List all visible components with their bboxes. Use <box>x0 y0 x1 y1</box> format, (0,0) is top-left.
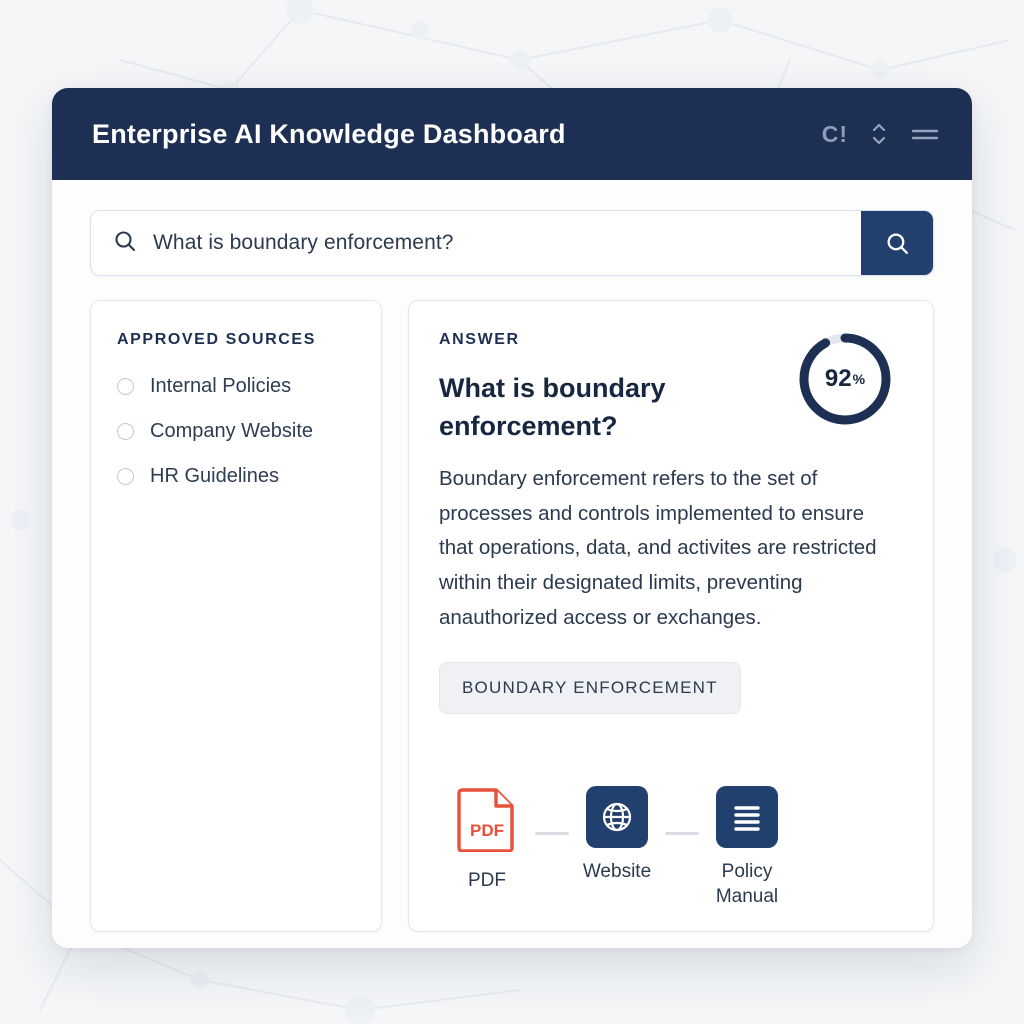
main-content <box>90 300 934 932</box>
sort-updown-icon[interactable] <box>870 121 888 147</box>
source-item-label: HR Guidelines <box>150 465 279 487</box>
confidence-gauge <box>793 327 897 431</box>
approved-sources-list <box>117 375 355 488</box>
pdf-file-icon <box>456 786 518 857</box>
source-item-label: Company Website <box>150 420 314 442</box>
search-submit-button[interactable] <box>861 211 933 275</box>
connector-line <box>665 832 699 835</box>
svg-text:PDF: PDF <box>470 821 504 841</box>
answer-heading: ANSWER <box>439 331 520 348</box>
confidence-value <box>793 327 897 431</box>
approved-sources-heading: APPROVED SOURCES <box>117 331 316 348</box>
source-item-company-website[interactable] <box>117 420 355 443</box>
source-icon-website[interactable] <box>569 786 665 884</box>
answer-topic-chip[interactable]: BOUNDARY ENFORCEMENT <box>439 662 741 714</box>
source-item-internal-policies[interactable] <box>117 375 355 398</box>
confidence-number: 92 <box>824 365 852 392</box>
answer-question: What is boundary enforcement? <box>439 373 666 442</box>
source-icon-row <box>439 786 795 909</box>
approved-sources-panel <box>90 300 382 932</box>
search-input-value: What is boundary enforcement? <box>153 231 454 254</box>
radio-icon[interactable] <box>117 423 134 440</box>
answer-panel <box>408 300 934 932</box>
titlebar-actions <box>822 121 940 148</box>
connector-line <box>535 832 569 835</box>
search-icon <box>885 231 910 256</box>
page-title: Enterprise AI Knowledge Dashboard <box>92 118 566 149</box>
c-badge-icon[interactable]: C! <box>821 120 848 147</box>
source-item-hr-guidelines[interactable] <box>117 465 355 488</box>
policy-manual-icon <box>716 786 778 848</box>
radio-icon[interactable] <box>117 378 134 395</box>
confidence-unit: % <box>852 371 866 387</box>
app-window <box>52 88 972 948</box>
menu-icon[interactable] <box>910 123 940 145</box>
source-icon-caption: Policy Manual <box>715 861 779 907</box>
globe-icon <box>586 786 648 848</box>
source-item-label: Internal Policies <box>150 375 292 397</box>
answer-text: Boundary enforcement refers to the set of processes and controls implemented to ensure that operations, data, and activites are restricted within their designated limits, preventing anauthorized access or exchanges. <box>439 466 877 630</box>
source-icon-caption: PDF <box>468 870 506 892</box>
source-icon-caption: Website <box>582 861 652 883</box>
source-icon-policy-manual[interactable] <box>699 786 795 909</box>
search-icon <box>113 229 137 258</box>
source-icon-pdf[interactable] <box>439 786 535 893</box>
search-bar[interactable] <box>90 210 934 276</box>
search-input[interactable] <box>91 211 861 275</box>
radio-icon[interactable] <box>117 468 134 485</box>
title-bar <box>52 88 972 180</box>
